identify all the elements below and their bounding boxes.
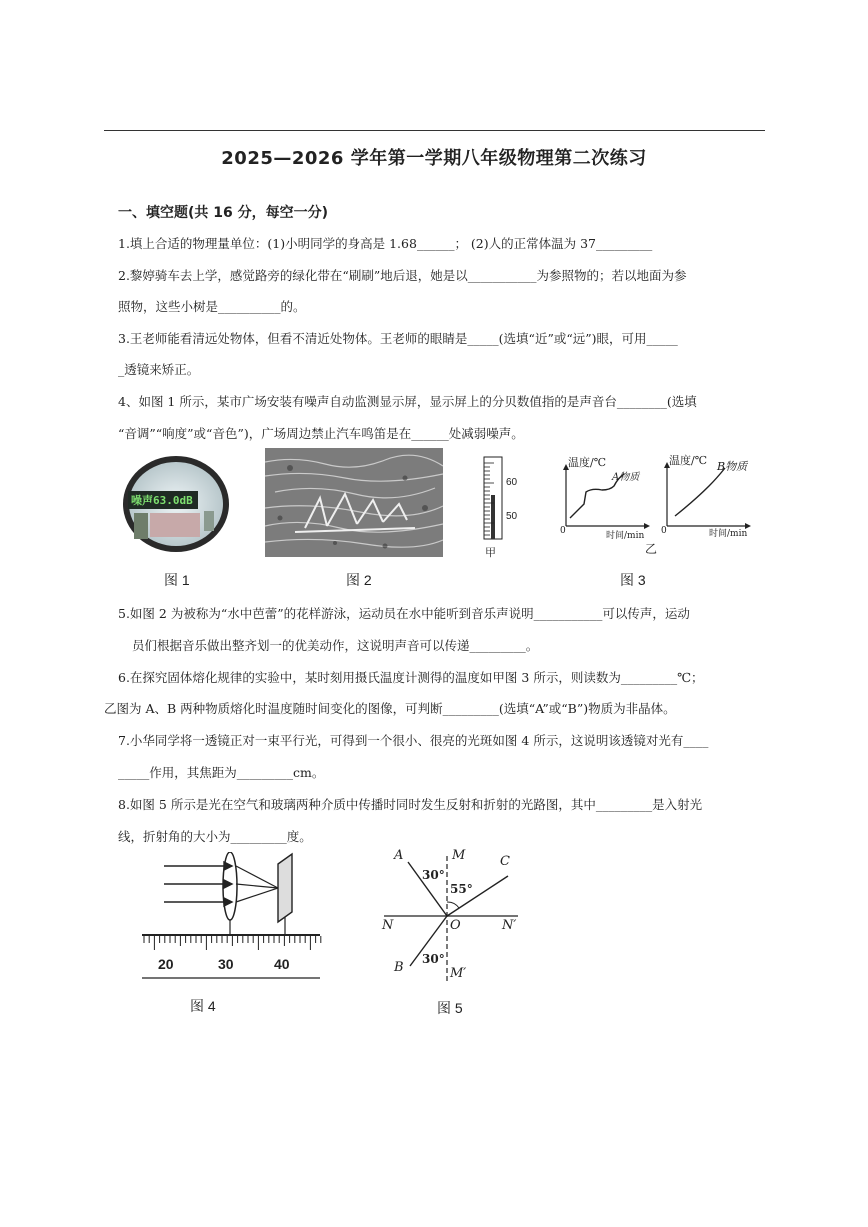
graph-a-ylabel: 温度/℃ xyxy=(568,456,607,469)
thermo-tick-60: 60 xyxy=(506,477,518,488)
noise-display-text: 噪声63.0dB xyxy=(131,494,193,507)
figure-2 xyxy=(265,448,443,557)
point-m-prime: M′ xyxy=(450,966,467,981)
thermo-tick-50: 50 xyxy=(506,511,518,522)
question-line: 6.在探究固体熔化规律的实验中，某时刻用摄氏温度计测得的温度如甲图 3 所示，则读数为_________℃； xyxy=(118,670,704,685)
graph-a-series: A物质 xyxy=(612,472,640,483)
figure-4 xyxy=(136,852,326,984)
graph-b xyxy=(659,450,753,538)
graph-a-origin: 0 xyxy=(560,526,566,536)
figure-4-caption: 图 4 xyxy=(190,998,216,1014)
header-rule xyxy=(104,130,765,131)
graph-b-ylabel: 温度/℃ xyxy=(669,454,708,467)
question-line: _____作用，其焦距为_________cm。 xyxy=(118,765,325,780)
angle-55: 55° xyxy=(450,882,473,896)
question-line: 5.如图 2 为被称为“水中芭蕾”的花样游泳，运动员在水中能听到音乐声说明___________可以传声，运动 xyxy=(118,606,690,621)
label-jia: 甲 xyxy=(485,546,496,559)
ruler-label: 30 xyxy=(218,956,234,972)
graph-b-origin: 0 xyxy=(661,526,667,536)
label-yi: 乙 xyxy=(645,542,658,556)
point-b: B xyxy=(394,960,404,975)
question-line: 3.王老师能看清远处物体，但看不清近处物体。王老师的眼睛是_____(选填“近”或“远”)眼，可用_____ xyxy=(118,331,678,346)
point-a: A xyxy=(394,848,404,863)
graph-b-series: B物质 xyxy=(717,460,748,473)
question-line: 线，折射角的大小为_________度。 xyxy=(118,829,312,844)
ruler-label: 20 xyxy=(158,956,174,972)
question-line: 1.填上合适的物理量单位：(1)小明同学的身高是 1.68______； (2)人的正常体温为 37_________ xyxy=(118,236,653,251)
figure-3-caption: 图 3 xyxy=(620,572,646,588)
angle-30-top: 30° xyxy=(422,868,445,882)
section-heading: 一、填空题(共 16 分，每空一分) xyxy=(118,205,329,221)
point-c: C xyxy=(500,854,510,869)
figure-1-caption: 图 1 xyxy=(164,572,190,588)
thermometer-figure xyxy=(474,455,534,557)
figure-1 xyxy=(120,453,232,555)
question-line: 2.黎婷骑车去上学，感觉路旁的绿化带在“刷刷”地后退，她是以___________为参照物的；若以地面为参 xyxy=(118,268,687,283)
figure-5-caption: 图 5 xyxy=(437,1000,463,1016)
point-n-prime: N′ xyxy=(502,918,517,933)
point-o: O xyxy=(450,918,461,933)
question-line: 8.如图 5 所示是光在空气和玻璃两种介质中传播时同时发生反射和折射的光路图，其中_________是入射光 xyxy=(118,797,703,812)
question-line: “音调”“响度”或“音色”)，广场周边禁止汽车鸣笛是在______处减弱噪声。 xyxy=(118,426,524,441)
question-line: 照物，这些小树是__________的。 xyxy=(118,299,306,314)
graph-b-xlabel: 时间/min xyxy=(709,529,748,539)
page-title: 2025—2026 学年第一学期八年级物理第二次练习 xyxy=(221,148,647,169)
point-m: M xyxy=(452,848,466,863)
angle-30-bottom: 30° xyxy=(422,952,445,966)
graph-a-xlabel: 时间/min xyxy=(606,531,645,541)
question-line: 7.小华同学将一透镜正对一束平行光，可得到一个很小、很亮的光斑如图 4 所示，这说明该透镜对光有____ xyxy=(118,733,709,748)
question-line: _透镜来矫正。 xyxy=(118,362,200,377)
question-line: 乙图为 A、B 两种物质熔化时温度随时间变化的图像，可判断_________(选填“A”或“B”)物质为非晶体。 xyxy=(104,701,676,716)
figure-2-caption: 图 2 xyxy=(346,572,372,588)
ruler-label: 40 xyxy=(274,956,290,972)
question-line: 4、如图 1 所示，某市广场安装有噪声自动监测显示屏，显示屏上的分贝数值指的是声音台________(选填 xyxy=(118,394,697,409)
question-line: 员们根据音乐做出整齐划一的优美动作，这说明声音可以传递_________。 xyxy=(132,638,539,653)
point-n: N xyxy=(382,918,394,933)
graph-a xyxy=(558,452,652,541)
figure-5 xyxy=(378,846,528,988)
